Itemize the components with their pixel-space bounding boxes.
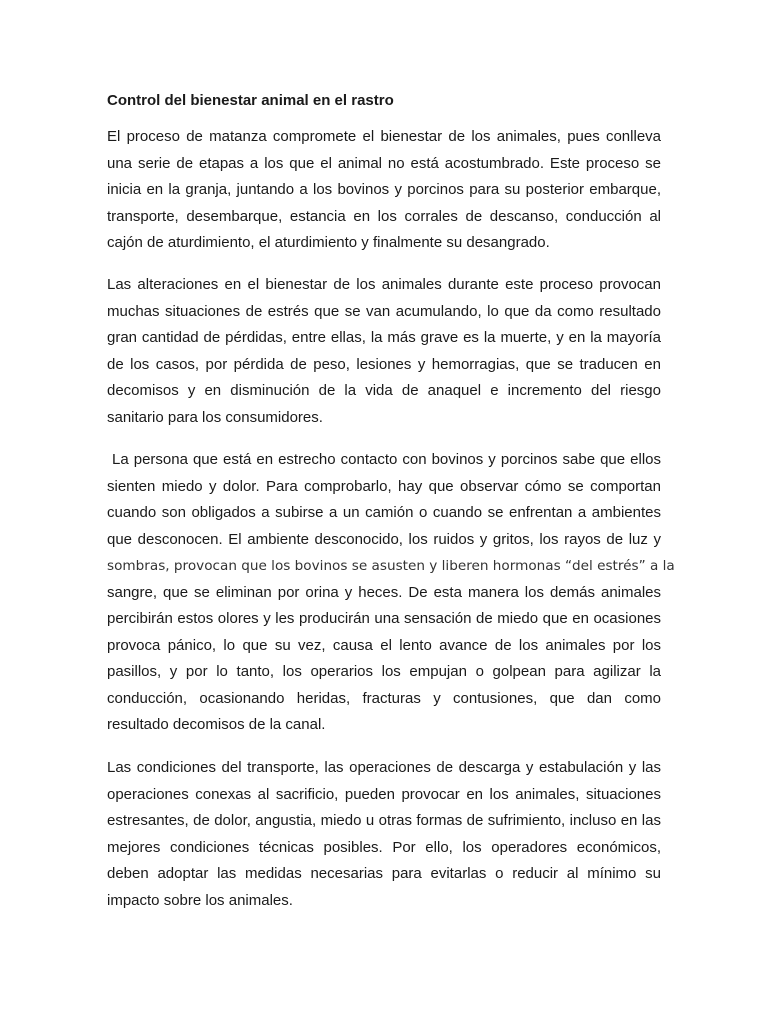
paragraph-line: resultado decomisos de la canal. — [107, 716, 326, 733]
paragraph-line: mejores condiciones técnicas posibles. Por ello, los operadores económicos, — [107, 838, 661, 856]
paragraph-line: La persona que está en estrecho contacto con bovinos y porcinos sabe que ellos — [107, 451, 661, 468]
paragraph-line: operaciones conexas al sacrificio, pueden provocar en los animales, situaciones — [107, 785, 661, 803]
paragraph-line: inicia en la granja, juntando a los bovinos y porcinos para su posterior embarque, — [107, 181, 661, 198]
paragraph-line: provoca pánico, lo que su vez, causa el lento avance de los animales por los — [107, 636, 661, 654]
paragraph-line: Las alteraciones en el bienestar de los animales durante este proceso provocan — [107, 276, 661, 293]
paragraph-2 — [107, 272, 661, 431]
paragraph-4 — [107, 755, 661, 914]
paragraph-line: transporte, desembarque, estancia en los corrales de descanso, conducción al — [107, 207, 661, 225]
paragraph-line: decomisos y en disminución de la vida de anaquel e incremento del riesgo — [107, 382, 661, 399]
paragraph-line: cuando son obligados a subirse a un camión o cuando se enfrentan a ambientes — [107, 504, 661, 521]
paragraph-3 — [107, 447, 675, 739]
paragraph-line: El proceso de matanza compromete el bienestar de los animales, pues conlleva — [107, 128, 661, 145]
paragraph-line: pasillos, y por lo tanto, los operarios los empujan o golpean para agilizar la — [107, 663, 661, 680]
paragraph-1 — [107, 124, 661, 257]
paragraph-line: Las condiciones del transporte, las operaciones de descarga y estabulación y las — [107, 759, 661, 776]
paragraph-line: sangre, que se eliminan por orina y heces. De esta manera los demás animales — [107, 583, 661, 601]
document-title: Control del bienestar animal en el rastro — [107, 92, 394, 109]
paragraph-line: percibirán estos olores y les producirán una sensación de miedo que en ocasiones — [107, 610, 661, 627]
paragraph-line: deben adoptar las medidas necesarias para evitarlas o reducir al mínimo su — [107, 865, 661, 882]
paragraph-line: que desconocen. El ambiente desconocido, los ruidos y gritos, los rayos de luz y — [107, 530, 661, 548]
paragraph-line: gran cantidad de pérdidas, entre ellas, la más grave es la muerte, y en la mayoría — [107, 329, 661, 346]
paragraph-line: cajón de aturdimiento, el aturdimiento y finalmente su desangrado. — [107, 234, 550, 251]
paragraph-line: sienten miedo y dolor. Para comprobarlo, hay que observar cómo se comportan — [107, 477, 661, 495]
paragraph-line: impacto sobre los animales. — [107, 891, 293, 909]
paragraph-line: estresantes, de dolor, angustia, miedo u otras formas de sufrimiento, incluso en las — [107, 812, 661, 829]
paragraph-line: sombras, provocan que los bovinos se asusten y liberen hormonas “del estrés” a la — [107, 558, 675, 574]
paragraph-line: muchas situaciones de estrés que se van acumulando, lo que da como resultado — [107, 302, 661, 320]
paragraph-line: una serie de etapas a los que el animal no está acostumbrado. Este proceso se — [107, 154, 661, 172]
paragraph-line: sanitario para los consumidores. — [107, 408, 323, 426]
paragraph-line: de los casos, por pérdida de peso, lesiones y hemorragias, que se traducen en — [107, 355, 661, 373]
paragraph-line: conducción, ocasionando heridas, fracturas y contusiones, que dan como — [107, 689, 661, 707]
